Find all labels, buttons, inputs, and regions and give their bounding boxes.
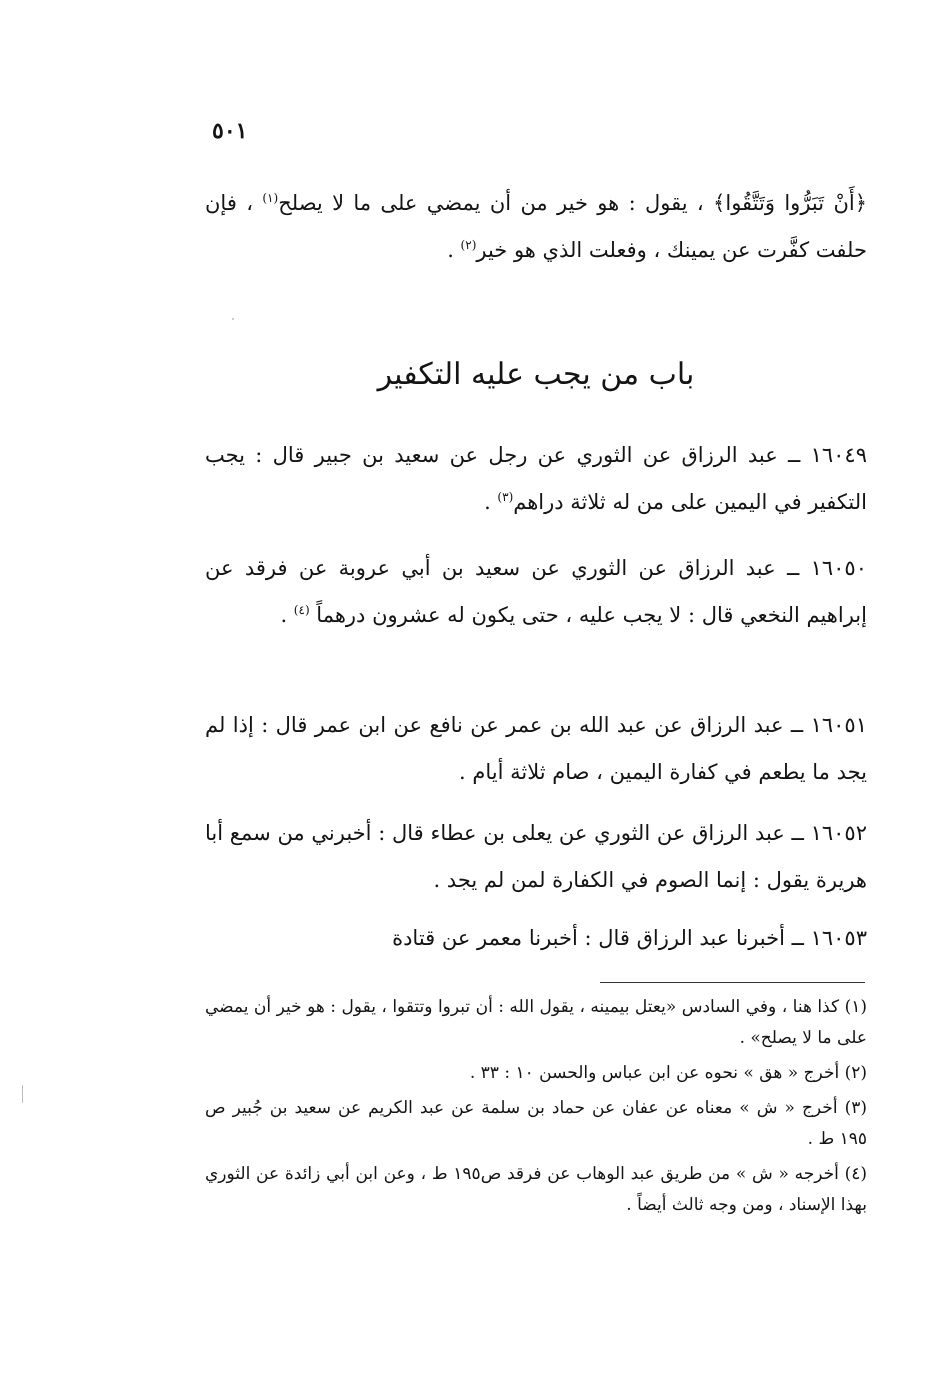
hadith-entry-16049 bbox=[205, 432, 867, 526]
chapter-heading: باب من يجب عليه التكفير bbox=[377, 357, 695, 392]
scan-speck bbox=[232, 318, 234, 320]
footnote-1: (١) كذا هنا ، وفي السادس «يعتل بيمينه ، يقول الله : أن تبروا وتتقوا ، يقول : هو خير أن يمضي على ما لا يصلح» . bbox=[205, 997, 867, 1048]
footnote-separator bbox=[600, 982, 865, 983]
footnote-2: (٢) أخرج « هق » نحوه عن ابن عباس والحسن ١٠ : ٣٣ . bbox=[469, 1063, 867, 1083]
entry-text: ١٦٠٥٠ ــ عبد الرزاق عن الثوري عن سعيد بن أبي عروبة عن فرقد عن إبراهيم النخعي قال : لا يجب عليه ، حتى يكون له عشرون درهماً bbox=[205, 556, 867, 627]
hadith-entry-16050 bbox=[205, 545, 867, 639]
footnote-4: (٤) أخرجه « ش » من طريق عبد الوهاب عن فرقد ص١٩٥ ط ، وعن ابن أبي زائدة عن الثوري بهذا الإسناد ، ومن وجه ثالث أيضاً . bbox=[205, 1164, 868, 1215]
hadith-entry-16052 bbox=[205, 810, 867, 904]
entry-text: ١٦٠٥٢ ــ عبد الرزاق عن الثوري عن يعلى بن عطاء قال : أخبرني من سمع أبا هريرة يقول : إنما الصوم في الكفارة لمن لم يجد . bbox=[205, 821, 867, 892]
intro-text-3: . bbox=[447, 238, 461, 262]
intro-paragraph bbox=[205, 180, 867, 274]
entry-text: ١٦٠٥٣ ــ أخبرنا عبد الرزاق قال : أخبرنا معمر عن قتادة bbox=[392, 926, 867, 950]
entry-text: ١٦٠٤٩ ــ عبد الرزاق عن الثوري عن رجل عن سعيد بن جبير قال : يجب التكفير في اليمين على من له ثلاثة دراهم bbox=[205, 443, 867, 514]
footnote-3: (٣) أخرج « ش » معناه عن عفان عن حماد بن سلمة عن عبد الكريم عن سعيد بن جُبير ص ١٩٥ ط . bbox=[205, 1098, 867, 1149]
entry-tail: . bbox=[280, 603, 294, 627]
entry-text: ١٦٠٥١ ــ عبد الرزاق عن عبد الله بن عمر عن نافع عن ابن عمر قال : إذا لم يجد ما يطعم في كفارة اليمين ، صام ثلاثة أيام . bbox=[205, 713, 867, 784]
footnote-ref-3[interactable]: (٣) bbox=[497, 490, 514, 504]
hadith-entry-16053 bbox=[205, 915, 867, 962]
scan-speck bbox=[22, 1085, 23, 1103]
intro-text-2: ، فإن حلفت كفَّرت عن يمينك ، وفعلت الذي هو خير bbox=[205, 191, 867, 262]
entry-tail: . bbox=[484, 490, 498, 514]
page-number: ٥٠١ bbox=[212, 118, 248, 144]
intro-text: ﴿أَنْ تَبَرُّوا وَتَتَّقُوا﴾ ، يقول : هو خير من أن يمضي على ما لا يصلح bbox=[278, 191, 868, 215]
footnote-ref-4[interactable]: (٤) bbox=[293, 603, 310, 617]
hadith-entry-16051 bbox=[205, 702, 867, 796]
footnote-ref-2[interactable]: (٢) bbox=[460, 238, 477, 252]
footnote-ref-1[interactable]: (١) bbox=[262, 191, 279, 205]
footnotes bbox=[205, 992, 867, 1225]
